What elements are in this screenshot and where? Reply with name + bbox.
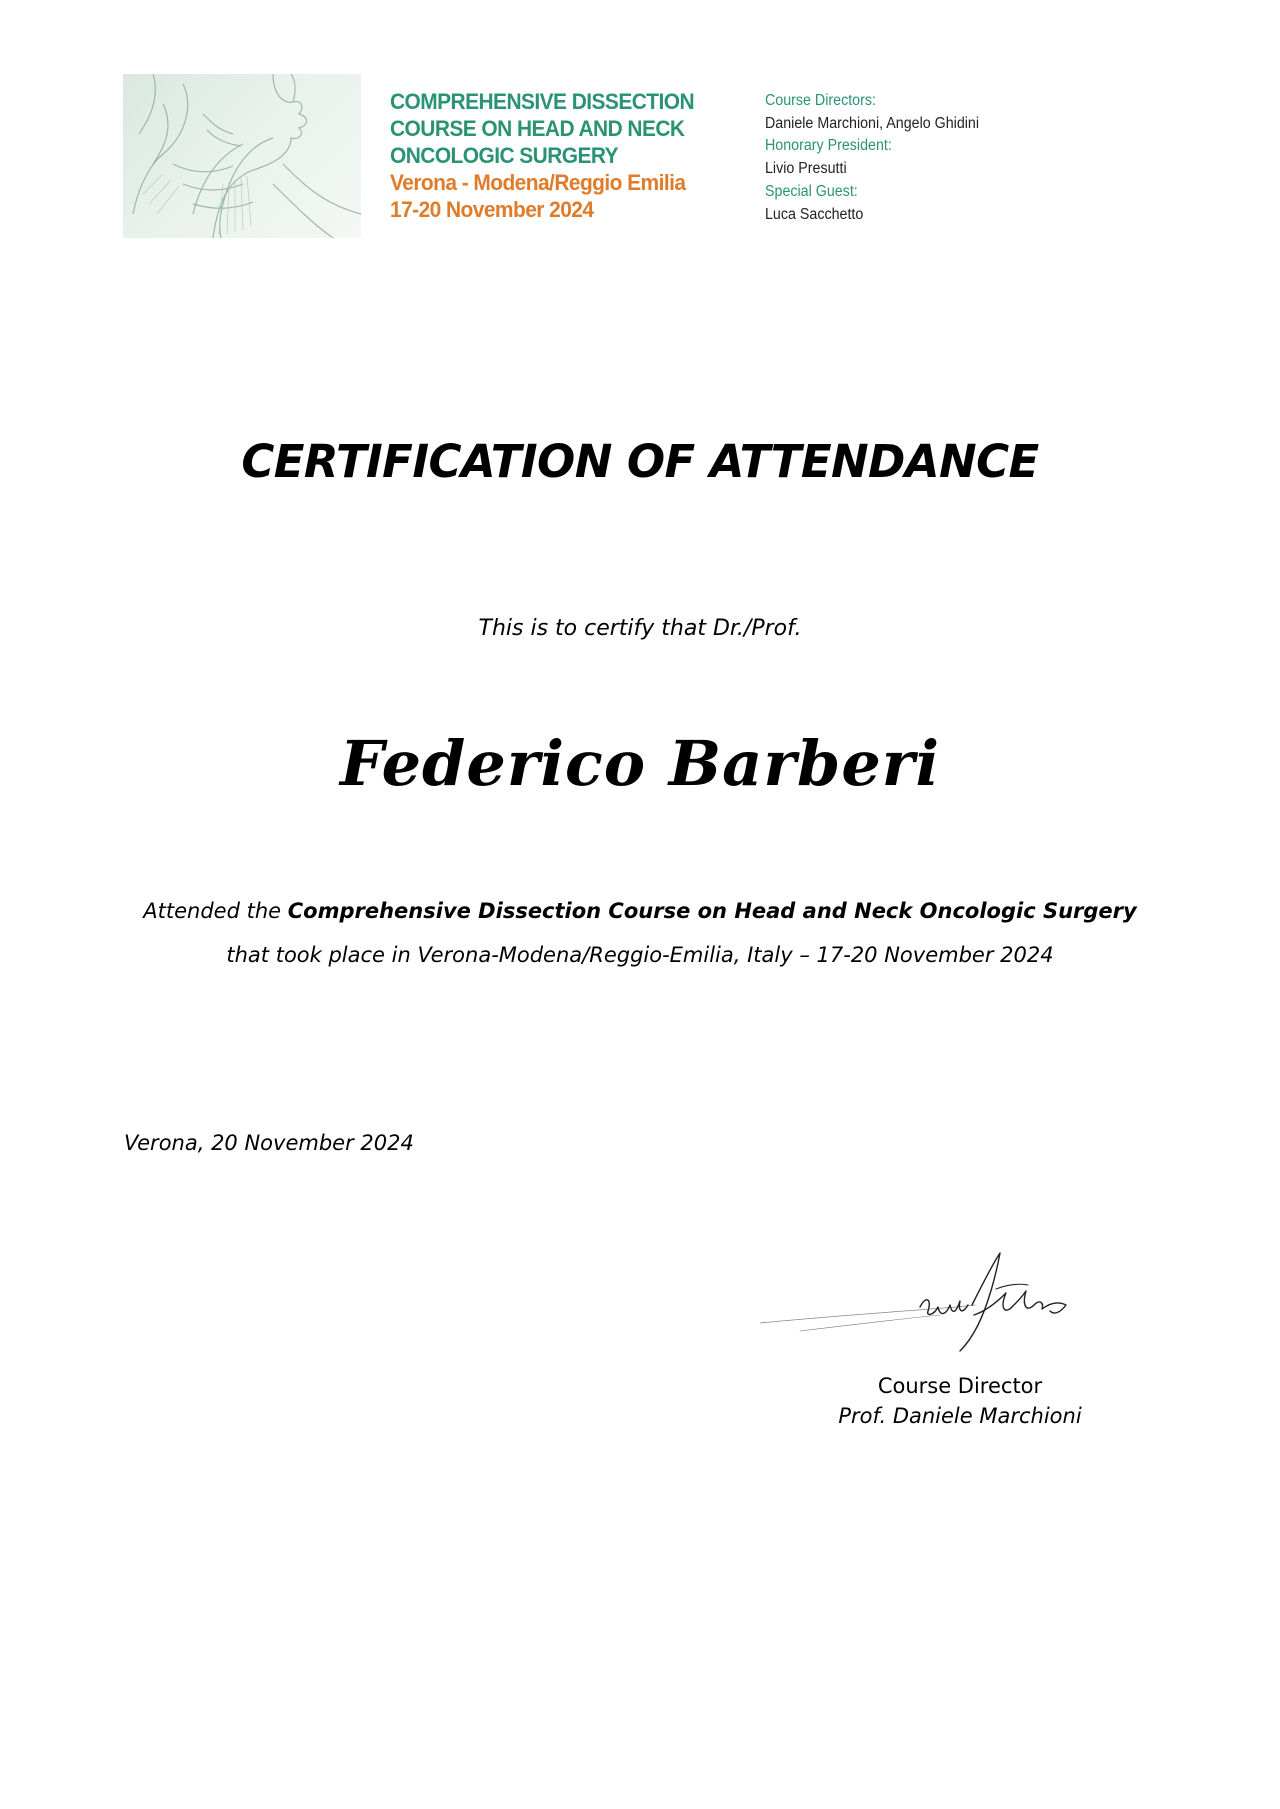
attended-statement <box>0 899 1280 923</box>
signature-image <box>760 1245 1080 1360</box>
course-header-title <box>390 88 697 223</box>
recipient-name: Federico Barberi <box>339 727 941 800</box>
guest-label: Special Guest: <box>765 182 858 200</box>
directors-names: Daniele Marchioni, Angelo Ghidini <box>765 114 980 132</box>
certificate-title: CERTIFICATION OF ATTENDANCE <box>241 435 1039 488</box>
anatomy-illustration <box>123 74 361 238</box>
course-title-line-2: COURSE ON HEAD AND NECK <box>390 116 685 141</box>
signer-role: Course Director <box>877 1374 1043 1398</box>
attended-prefix: Attended the <box>143 899 288 923</box>
honorary-name: Livio Presutti <box>765 160 847 178</box>
directors-label: Course Directors: <box>765 92 876 109</box>
certify-text: This is to certify that Dr./Prof. <box>478 616 802 641</box>
guest-name: Luca Sacchetto <box>765 205 864 223</box>
honorary-label: Honorary President: <box>765 137 892 155</box>
signer-name: Prof. Daniele Marchioni <box>838 1404 1082 1428</box>
course-location: Verona - Modena/Reggio Emilia <box>390 170 686 195</box>
course-name: Comprehensive Dissection Course on Head and Neck Oncologic Surgery <box>287 899 1137 923</box>
course-title-line-3: ONCOLOGIC SURGERY <box>390 143 619 168</box>
course-title-line-1: COMPREHENSIVE DISSECTION <box>390 89 695 114</box>
course-directors-block <box>765 90 1041 226</box>
place-statement: that took place in Verona-Modena/Reggio-Emilia, Italy – 17-20 November 2024 <box>226 943 1054 967</box>
issue-place-date: Verona, 20 November 2024 <box>124 1131 414 1155</box>
course-dates: 17-20 November 2024 <box>390 197 594 222</box>
